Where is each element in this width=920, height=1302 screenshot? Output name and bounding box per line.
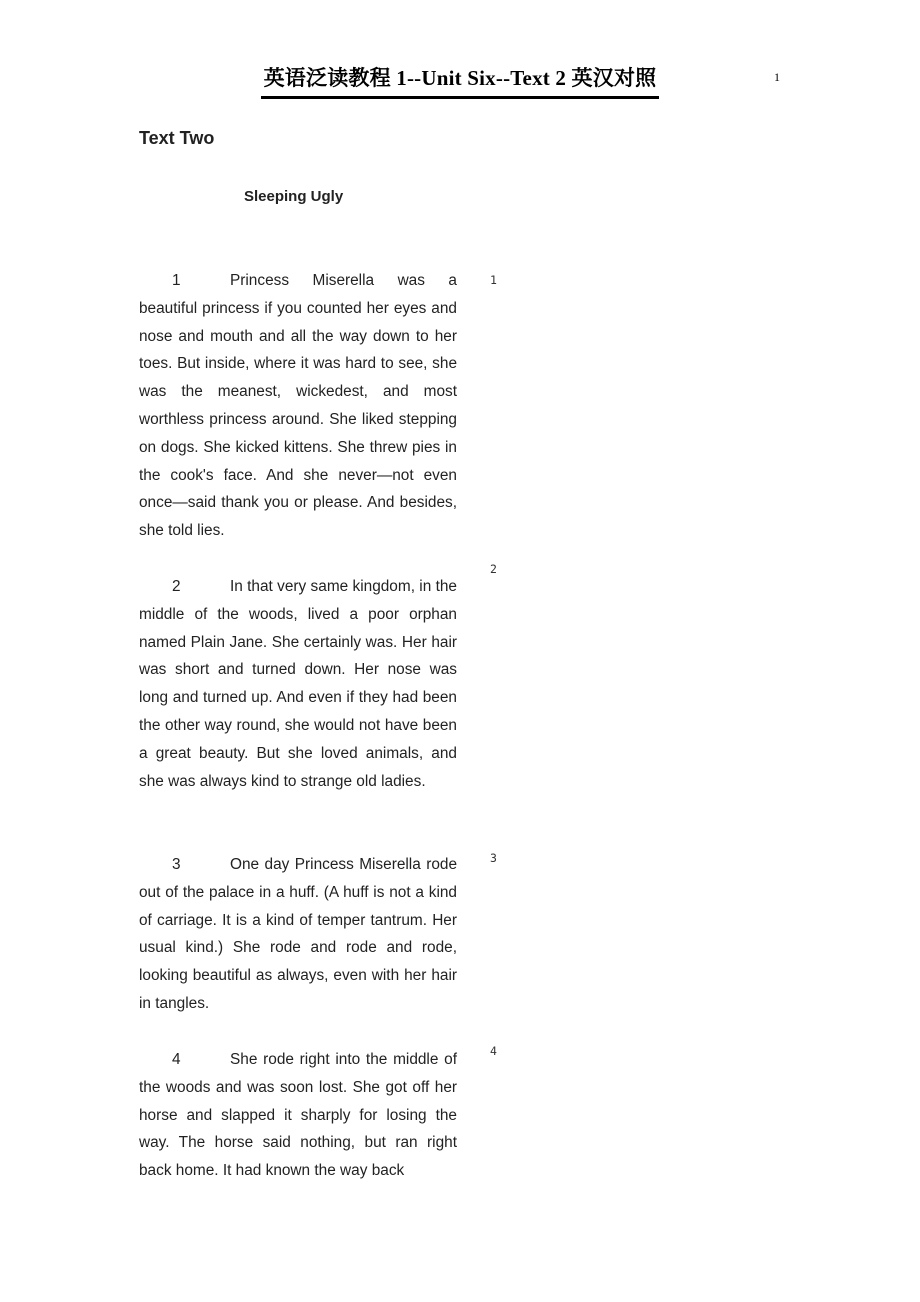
cn-line bbox=[490, 1087, 816, 1111]
cn-line: 3 bbox=[490, 851, 538, 865]
cn-line bbox=[490, 413, 816, 437]
paragraph-text: She rode right into the middle of the woods and was soon lost. She got off her horse and slapped it sharply for losing the way. The horse said nothing, but ran right back home. It had known the way back bbox=[139, 1051, 457, 1180]
cn-line bbox=[490, 292, 816, 316]
cn-line bbox=[490, 919, 816, 943]
cn-line bbox=[490, 894, 816, 918]
cn-line bbox=[490, 654, 816, 678]
cn-line bbox=[490, 1112, 816, 1136]
english-paragraph-3 bbox=[139, 851, 457, 1018]
paragraph-number: 1 bbox=[172, 272, 181, 289]
paragraph-number: 3 bbox=[172, 856, 181, 873]
paragraph-text: One day Princess Miserella rode out of the palace in a huff. (A huff is not a kind of carriage. It is a kind of temper tantrum. Her usual kind.) She rode and rode and rode, looking beautiful as always, even with her hair in tangles. bbox=[139, 856, 457, 1012]
story-title: Sleeping Ugly bbox=[244, 188, 344, 205]
english-paragraph-2 bbox=[139, 573, 457, 795]
paragraph-number: 2 bbox=[172, 578, 181, 595]
cn-line bbox=[490, 316, 816, 340]
chinese-paragraph-2 bbox=[490, 557, 816, 702]
chinese-paragraph-3 bbox=[490, 846, 816, 943]
cn-line bbox=[490, 678, 816, 702]
cn-line: 2 bbox=[490, 562, 562, 576]
paragraph-text: Princess Miserella was a beautiful princess if you counted her eyes and nose and mouth and all the way down to her toes. But inside, where it was hard to see, she was the meanest, wickedest, and most worthless princess around. She liked stepping on dogs. She kicked kittens. She threw pies in the cook's face. And she never—not even once—said thank you or please. And besides, she told lies. bbox=[139, 272, 457, 540]
page-number: 1 bbox=[774, 70, 780, 84]
cn-line bbox=[490, 605, 816, 629]
cn-line bbox=[490, 870, 816, 894]
cn-line: 4 bbox=[490, 1044, 554, 1058]
cn-line bbox=[490, 1063, 816, 1087]
english-paragraph-4 bbox=[139, 1046, 457, 1185]
cn-line bbox=[490, 1160, 816, 1184]
cn-line bbox=[490, 1136, 816, 1160]
paragraph-number: 4 bbox=[172, 1051, 181, 1068]
english-paragraph-1 bbox=[139, 267, 457, 545]
chinese-paragraph-4 bbox=[490, 1039, 816, 1184]
chinese-paragraph-1 bbox=[490, 268, 816, 437]
document-title: 英语泛读教程 1--Unit Six--Text 2 英汉对照 bbox=[261, 62, 659, 99]
cn-line bbox=[490, 389, 816, 413]
cn-line bbox=[490, 630, 816, 654]
cn-line bbox=[490, 365, 816, 389]
cn-line: 1 bbox=[490, 273, 538, 287]
cn-line bbox=[490, 581, 816, 605]
section-heading: Text Two bbox=[139, 128, 215, 148]
paragraph-text: In that very same kingdom, in the middle of the woods, lived a poor orphan named Plain Jane. She certainly was. Her hair was short and turned down. Her nose was long and turned up. And even if they had been the other way round, she would not have been a great beauty. But she loved animals, and she was always kind to strange old ladies. bbox=[139, 578, 457, 790]
cn-line bbox=[490, 341, 816, 365]
